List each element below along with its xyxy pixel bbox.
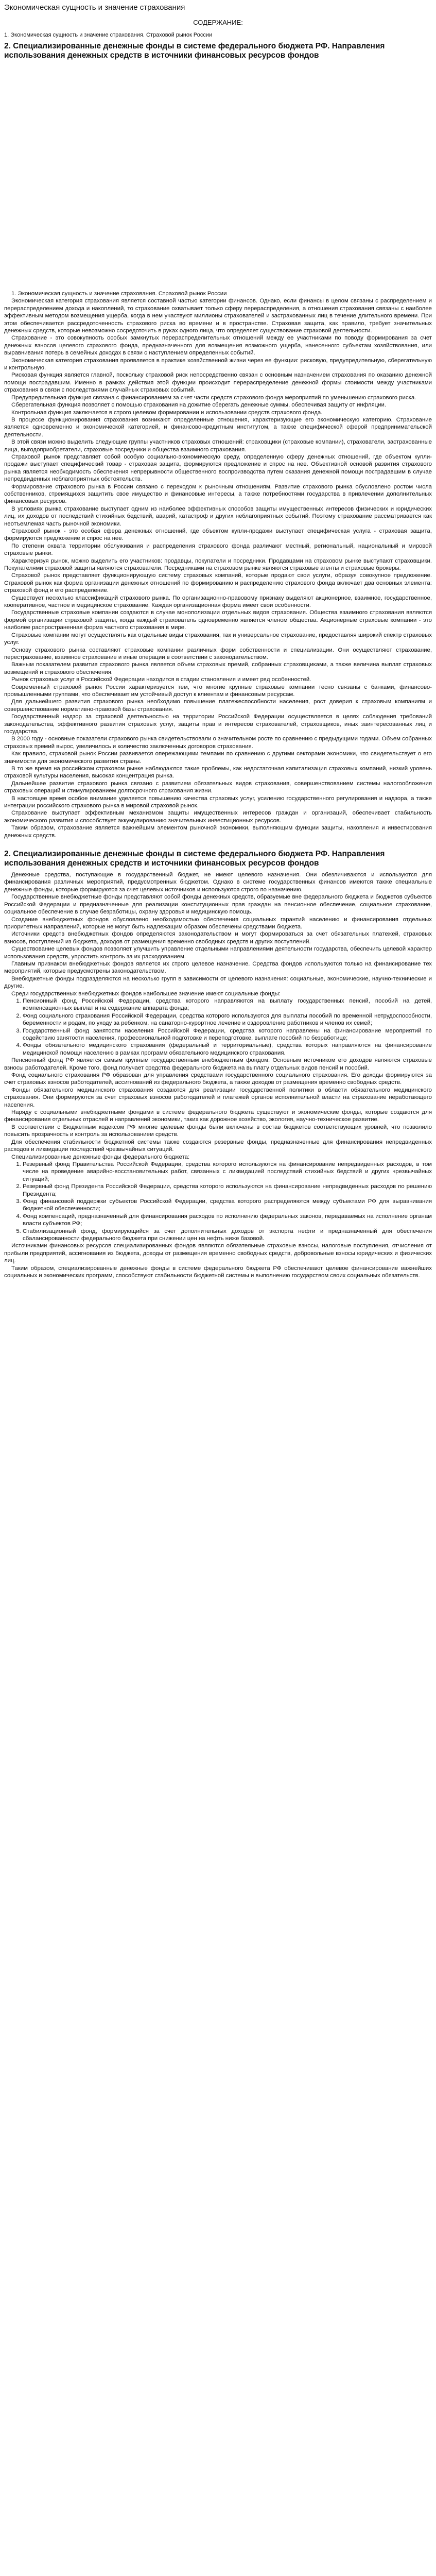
- paragraph: Источники средств внебюджетных фондов определяются законодательством и могут формироваться за счет обязательных платежей, страховых взносов, поступлений из бюджета, доходов от размещения временно свободных средств и других поступлений.: [4, 931, 432, 945]
- paragraph: Предупредительная функция связана с финансированием за счет части средств страхового фонда мероприятий по уменьшению страхового риска.: [11, 394, 416, 401]
- paragraph: По степени охвата территории обслуживания и распределения страхового фонда различают местный, региональный, национальный и мировой страховые рынки.: [4, 543, 432, 557]
- list-item: 2. Резервный фонд Президента Российской Федерации, средства которого используются на финансирование непредвиденных расходов по решению Президента;: [23, 1183, 432, 1198]
- section-1-body: [4, 297, 432, 839]
- paragraph: Для обеспечения стабильности бюджетной системы также создаются резервные фонды, предназначенные для финансирования непредвиденных расходов и ликвидации последствий чрезвычайных ситуаций.: [4, 1139, 432, 1153]
- blank-space: [4, 63, 432, 290]
- table-of-contents: [4, 19, 432, 60]
- paragraph: Создание внебюджетных фондов обусловлено необходимостью обеспечения социальных гарантий населению и финансирования отдельных приоритетных направлений, которые не могут быть надлежащим образом обеспечены средствами бюджета.: [4, 916, 432, 930]
- paragraph: В то же время на российском страховом рынке наблюдаются такие проблемы, как недостаточная капитализация страховых компаний, низкий уровень страховой культуры населения, высокая концентрация рынка.: [4, 766, 432, 779]
- paragraph: Среди государственных внебюджетных фондов наибольшее значение имеют социальные фонды:: [11, 990, 281, 997]
- paragraph: Фонды обязательного медицинского страхования создаются для реализации государственной политики в области обязательного медицинского страхования. Они формируются за счет страховых взносов работодателей и платежей органов исполнительной власти на страхование неработающего населения.: [4, 1087, 432, 1108]
- paragraph: В процессе функционирования страхования возникают определенные отношения, характеризующие его экономическую категорию. Страхование является одновременно и экономической категорией, и финансово-кредитным институтом, а также специфической сферой предпринимательской деятельности.: [4, 416, 432, 438]
- paragraph: Страховой рынок представляет функционирующую систему страховых компаний, которые продают свои услуги, образуя совокупное предложение. Страховой рынок как форма организации денежных отношений по формированию и распределению страхового фонда включает два основных элемента: страховой фонд и его распределение.: [4, 572, 432, 594]
- paragraph: Экономическая категория страхования проявляется в практике хозяйственной жизни через ее функции: рисковую, предупредительную, сберегательную и контрольную.: [4, 357, 432, 371]
- paragraph: Внебюджетные фонды подразделяются на несколько групп в зависимости от целевого назначения: социальные, экономические, научно-технические и другие.: [4, 975, 432, 990]
- list-item: 2. Фонд социального страхования Российской Федерации, средства которого используются для выплаты пособий по временной нетрудоспособности, беременности и родам, по уходу за ребенком, на санаторно-курортное лечение и оздоровление работников и членов их семей;: [23, 1012, 432, 1027]
- paragraph: Государственные внебюджетные фонды представляют собой фонды денежных средств, образуемые вне федерального бюджета и бюджетов субъектов Российской Федерации и предназначенные для реализации конституционных прав граждан на пенсионное обеспечение, социальное страхование, социальное обеспечение в случае безработицы, охрану здоровья и медицинскую помощь.: [4, 894, 432, 916]
- section-1: [4, 290, 432, 839]
- toc-item-section-2: 2. Специализированные денежные фонды в системе федерального бюджета РФ. Направления использования денежных средств в источники финансовых ресурсов фондов: [4, 42, 385, 60]
- paragraph: Контрольная функция заключается в строго целевом формировании и использовании средств страхового фонда.: [11, 409, 323, 416]
- paragraph: Как правило, страховой рынок России развивается опережающими темпами по сравнению с другими секторами экономики, что свидетельствует о его значимости для экономического развития страны.: [4, 751, 432, 765]
- paragraph: Существование целевых фондов позволяет улучшить управление отдельными направлениями деятельности государства, обеспечить целевой характер использования средств, упростить контроль за их расходованием.: [4, 946, 432, 960]
- paragraph: Существует несколько классификаций страхового рынка. По организационно-правовому признаку выделяют акционерное, взаимное, государственное, кооперативное, частное и медицинское страхование. Каждая организационная форма имеет свои особенности.: [4, 595, 432, 609]
- paragraph: Таким образом, специализированные денежные фонды в системе федерального бюджета РФ обеспечивают целевое финансирование важнейших социальных и экономических программ, способствуют стабильности бюджетной системы и выполнению государством своих социальных обязательств.: [4, 1265, 432, 1279]
- list-item: 5. Стабилизационный фонд, формирующийся за счет дополнительных доходов от экспорта нефти и предназначенный для обеспечения сбалансированности федерального бюджета при снижении цен на нефть ниже базовой.: [23, 1228, 432, 1243]
- toc-item: 1. Экономическая сущность и значение страхования. Страховой рынок России: [4, 32, 213, 38]
- paragraph: Современный страховой рынок России характеризуется тем, что многие крупные страховые компании тесно связаны с банками, финансово-промышленными группами, что обеспечивает им устойчивый доступ к клиентам и финансовым ресурсам.: [4, 684, 432, 698]
- paragraph: В этой связи можно выделить следующие группы участников страховых отношений: страховщики (страховые компании), страхователи, застрахованные лица, выгодоприобретатели, страховые посредники и общества взаимного страхования.: [4, 439, 432, 453]
- section-2-heading: 2. Специализированные денежные фонды в системе федерального бюджета РФ. Направления использования денежных средств и источники финансовых ресурсов фондов: [4, 850, 385, 868]
- paragraph: Для дальнейшего развития страхового рынка необходимо повышение платежеспособности населения, рост доверия к страховым компаниям и совершенствование нормативно-правовой базы страхования.: [4, 699, 432, 713]
- list-item: 3. Фонд финансовой поддержки субъектов Российской Федерации, средства которого распределяются между субъектами РФ для выравнивания бюджетной обеспеченности;: [23, 1198, 432, 1213]
- paragraph: Экономическая категория страхования является составной частью категории финансов. Однако, если финансы в целом связаны с распределением и перераспределением дохода и накоплений, то страхование охватывает только сферу перераспределения, а отношения страхования связаны с наиболее эффективным методом возмещения ущерба, когда в нем участвуют миллионы страхователей и застрахованных лиц в течение длительного времени. При этом обеспечивается рассредоточенность страхового риска во времени и в пространстве. Страховая защита, как правило, требует значительных денежных средств, которые невозможно сосредоточить в руках одного лица, что определяет существование страховой деятельности.: [4, 298, 432, 334]
- social-funds-list: [4, 997, 432, 1057]
- paragraph: Страхование - это совокупность особых замкнутых перераспределительных отношений между ее участниками по поводу формирования за счет денежных взносов целевого страхового фонда, предназначенного для возмещения возможного ущерба, нанесенного субъектам хозяйствования, или выравнивания потерь в семейных доходах в связи с наступлением определенных событий.: [4, 335, 432, 357]
- section-1-heading: 1. Экономическая сущность и значение страхования. Страховой рынок России: [11, 291, 227, 297]
- section-2-body-b: [4, 1057, 432, 1161]
- paragraph: Специализированные денежные фонды федерального бюджета:: [11, 1154, 190, 1160]
- list-item: 3. Государственный фонд занятости населения Российской Федерации, средства которого направлены на финансирование мероприятий по содействию занятости населения, профессиональной подготовке и переподготовке, выплате пособий по безработице;: [23, 1027, 432, 1042]
- paragraph: Источниками финансовых ресурсов специализированных фондов являются обязательные страховые взносы, налоговые поступления, отчисления от прибыли предприятий, ассигнования из бюджета, доходы от размещения временно свободных средств, добровольные взносы юридических и физических лиц.: [4, 1243, 432, 1264]
- toc-heading: СОДЕРЖАНИЕ:: [193, 19, 243, 26]
- paragraph: Важным показателем развития страхового рынка является объем страховых премий, собранных страховщиками, а также величина выплат страховых возмещений и страхового обеспечения.: [4, 662, 432, 675]
- paragraph: Главным признаком внебюджетных фондов является их строго целевое назначение. Средства фондов используются только на финансирование тех мероприятий, которые предусмотрены законодательством.: [4, 960, 432, 975]
- paragraph: Страхование выступает эффективным механизмом защиты имущественных интересов граждан и организаций, обеспечивает стабильность экономического развития и способствует аккумулированию значительных инвестиционных ресурсов.: [4, 810, 432, 824]
- paragraph: Государственные страховые компании создаются в случае монополизации отдельных видов страхования. Общества взаимного страхования являются формой организации страховой защиты, когда каждый страхователь одновременно является членом общества. Акционерные страховые компании - это наиболее распространенная форма частного страхования в мире.: [4, 609, 432, 631]
- paragraph: Характеризуя рынок, можно выделить его участников: продавцы, покупатели и посредники. Продавцами на страховом рынке выступают страховщики. Покупателями страховой защиты являются страхователи. Посредниками на страховом рынке являются страховые агенты и страховые брокеры.: [4, 557, 432, 572]
- paragraph: Сберегательная функция позволяет с помощью страхования на дожитие сберегать денежные суммы, обеспечивая защиту от инфляции.: [11, 402, 387, 409]
- section-2: [4, 850, 432, 1279]
- paragraph: В 2000 году - основные показатели страхового рынка свидетельствовали о значительном росте по сравнению с предыдущими годами. Объем собранных страховых премий вырос, увеличилось и количество заключенных договоров страхования.: [4, 736, 432, 750]
- list-item: 4. Фонды обязательного медицинского страхования (федеральный и территориальные), средства которых направляются на финансирование медицинской помощи населению в рамках программ обязательного медицинского страхования.: [23, 1042, 432, 1057]
- paragraph: Рынок страховых услуг в Российской Федерации находится в стадии становления и имеет ряд особенностей.: [11, 676, 311, 683]
- list-item: 4. Фонд компенсаций, предназначенный для финансирования расходов по исполнению федеральных законов, передаваемых на исполнение органам власти субъектов РФ;: [23, 1213, 432, 1228]
- paragraph: Денежные средства, поступающие в государственный бюджет, не имеют целевого назначения. Они обезличиваются и используются для финансирования различных мероприятий, предусмотренных бюджетом. Однако в системе государственных финансов имеются также специальные денежные фонды, которые формируются за счет целевых источников и используются строго по назначению.: [4, 872, 432, 893]
- paragraph: Страховой рынок - это особая сфера денежных отношений, где объектом купли-продажи выступает специфическая услуга - страховая защита, формируются предложение и спрос на нее.: [4, 528, 432, 542]
- paragraph: Формирование страхового рынка в России связано с переходом к рыночным отношениям. Развитие страхового рынка обусловлено ростом числа собственников, стремящихся защитить свое имущество и финансовые интересы, а также потребностями государства в привлечении дополнительных финансовых ресурсов.: [4, 483, 432, 505]
- paragraph: Страховые компании могут осуществлять как отдельные виды страхования, так и универсальное страхование, предоставляя широкий спектр страховых услуг.: [4, 632, 432, 646]
- federal-funds-list: [4, 1161, 432, 1242]
- paragraph: В настоящее время особое внимание уделяется повышению качества страховых услуг, усилению государственного регулирования и надзора, а также интеграции российского страхового рынка в мировой страховой рынок.: [4, 795, 432, 809]
- paragraph: Страховой рынок представляет собой особую социально-экономическую среду, определенную сферу денежных отношений, где объектом купли-продажи выступает специфический товар - страховая защита, формируются предложение и спрос на нее. Объективной основой развития страхового рынка является необходимость обеспечения непрерывности общественного воспроизводства путем оказания денежной помощи пострадавшим в случае непредвиденных неблагоприятных обстоятельств.: [4, 453, 432, 483]
- paragraph: Дальнейшее развитие страхового рынка связано с развитием обязательных видов страхования, совершенствованием системы налогообложения страховых операций и стимулированием долгосрочного страхования жизни.: [4, 780, 432, 794]
- paragraph: Фонд социального страхования РФ образован для управления средствами государственного социального страхования. Его доходы формируются за счет страховых взносов работодателей, ассигнований из федерального бюджета, а также доходов от размещения временно свободных средств.: [4, 1072, 432, 1086]
- section-2-body-c: [4, 1242, 432, 1279]
- section-2-body-a: [4, 871, 432, 997]
- paragraph: Наряду с социальными внебюджетными фондами в системе федерального бюджета существуют и экономические фонды, которые создаются для финансирования отдельных отраслей и направлений экономики, таких как дорожное хозяйство, экология, научно-техническое развитие.: [4, 1109, 432, 1123]
- paragraph: Пенсионный фонд РФ является самым крупным государственным внебюджетным фондом. Основным источником его доходов являются страховые взносы работодателей. Кроме того, фонд получает средства федерального бюджета на выплату отдельных видов пенсий и пособий.: [4, 1057, 432, 1071]
- list-item: 1. Пенсионный фонд Российской Федерации, средства которого направляются на выплату государственных пенсий, пособий на детей, компенсационных выплат и на содержание аппарата фонда;: [23, 997, 432, 1012]
- paragraph: Рисковая функция является главной, поскольку страховой риск непосредственно связан с основным назначением страхования по оказанию денежной помощи пострадавшим. Именно в рамках действия этой функции происходит перераспределение денежной формы стоимости между участниками страхования в связи с последствиями случайных страховых событий.: [4, 372, 432, 394]
- list-item: 1. Резервный фонд Правительства Российской Федерации, средства которого используются на финансирование непредвиденных расходов, в том числе на проведение аварийно-восстановительных работ, связанных с ликвидацией последствий стихийных бедствий и других чрезвычайных ситуаций;: [23, 1161, 432, 1183]
- document-title: Экономическая сущность и значение страхования: [4, 3, 185, 12]
- paragraph: Основу страхового рынка составляют страховые компании различных форм собственности и специализации. Они осуществляют страхование, перестрахование, взаимное страхование и иные операции в соответствии с законодательством.: [4, 647, 432, 660]
- paragraph: В условиях рынка страхование выступает одним из наиболее эффективных способов защиты имущественных интересов физических и юридических лиц, их доходов от последствий стихийных бедствий, аварий, катастроф и других неблагоприятных событий. Поэтому страхование рассматривается как неотъемлемая часть рыночной экономики.: [4, 505, 432, 527]
- paragraph: Таким образом, страхование является важнейшим элементом рыночной экономики, выполняющим функции защиты, накопления и инвестирования денежных средств.: [4, 825, 432, 839]
- paragraph: Государственный надзор за страховой деятельностью на территории Российской Федерации осуществляется в целях соблюдения требований законодательства, эффективного развития страховых услуг, защиты прав и интересов страхователей, страховщиков, иных заинтересованных лиц и государства.: [4, 714, 432, 735]
- paragraph: В соответствии с Бюджетным кодексом РФ многие целевые фонды были включены в состав бюджетов соответствующих уровней, что позволило повысить прозрачность и контроль за использованием средств.: [4, 1124, 432, 1138]
